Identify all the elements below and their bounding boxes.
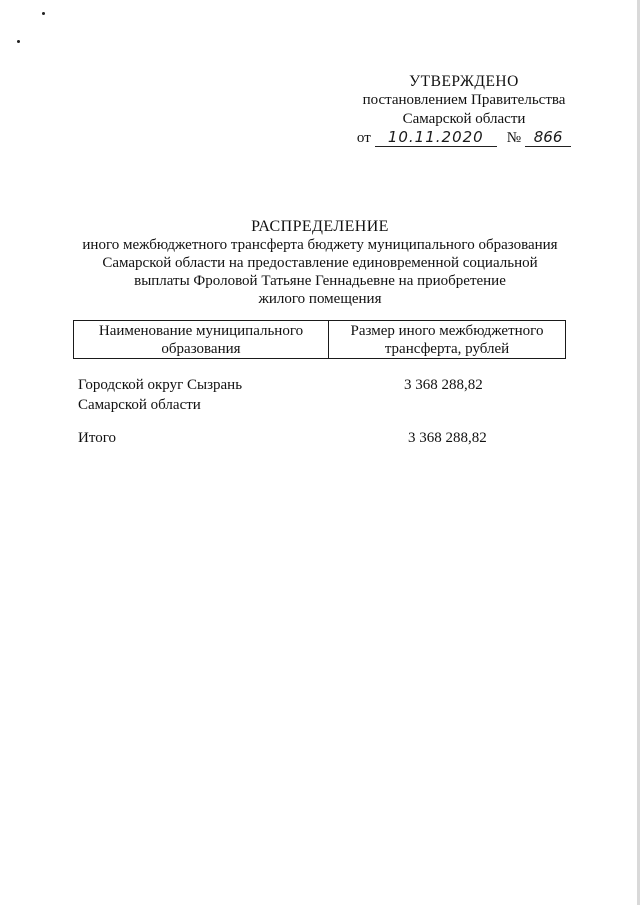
document-heading: РАСПРЕДЕЛЕНИЕ [251,218,389,235]
table-row-name [78,375,318,415]
scan-speck [17,40,20,43]
handwritten-date: 10.11.2020 [375,129,497,147]
total-row-amount: 3 368 288,82 [408,430,487,446]
approval-stamp-block [340,72,588,148]
title-line: выплаты Фроловой Татьяне Геннадьевне на приобретение [134,273,506,289]
approval-date-number [340,129,588,148]
approval-line: Самарской области [402,111,526,127]
table-row-amount: 3 368 288,82 [404,377,483,393]
title-line: Самарской области на предоставление единовременной социальной [102,255,538,271]
scan-speck [42,12,45,15]
document-title-block [40,218,600,308]
total-row-label: Итого [78,430,116,446]
column-header-line: образования [161,340,241,357]
row-name-line: Самарской области [78,397,201,413]
column-header-name [74,321,329,358]
number-label: № [506,130,522,146]
handwritten-number: 866 [525,129,571,147]
row-name-line: Городской округ Сызрань [78,377,243,393]
approval-heading: УТВЕРЖДЕНО [409,73,519,90]
from-label: от [356,130,371,146]
title-line: жилого помещения [258,291,382,307]
column-header-line: Наименование муниципального [98,322,304,339]
approval-line: постановлением Правительства [362,92,566,108]
column-header-amount [329,321,565,358]
title-line: иного межбюджетного трансферта бюджету муниципального образования [82,237,558,253]
column-header-line: Размер иного межбюджетного [350,322,544,339]
table-header [73,320,566,359]
column-header-line: трансферта, рублей [384,340,510,357]
